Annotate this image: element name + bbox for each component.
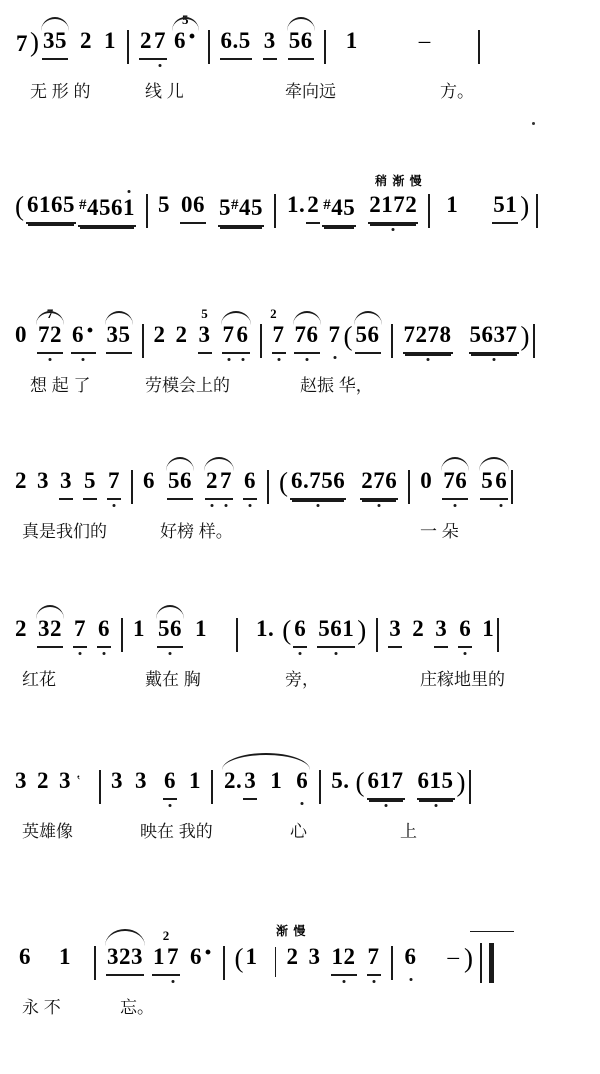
note: 2	[286, 944, 299, 969]
lyric: 旁，	[285, 670, 319, 689]
note: 1	[189, 768, 201, 793]
note: 1	[152, 942, 166, 976]
barline	[428, 194, 430, 228]
note: 7	[328, 320, 342, 350]
tuplet-number: 5	[201, 306, 208, 321]
note-group	[72, 614, 88, 648]
system-5	[0, 556, 600, 704]
lyric-row-3	[0, 376, 600, 410]
note: 3	[263, 26, 277, 60]
note: 7	[107, 466, 121, 500]
note: 2	[139, 26, 153, 60]
note: 1	[270, 768, 283, 793]
barline	[260, 324, 262, 358]
note: 5637	[469, 320, 519, 354]
lyric-row-5	[0, 670, 600, 704]
lyric: 红花	[22, 670, 56, 689]
note: #45	[322, 190, 356, 227]
barline	[533, 324, 535, 358]
staff-row-2	[0, 190, 600, 246]
paren: (	[279, 467, 288, 497]
measure	[222, 766, 310, 816]
note-group	[457, 614, 473, 648]
measure	[419, 466, 509, 516]
note-group	[82, 466, 98, 500]
tuplet-number: 2	[270, 306, 277, 321]
note-group	[321, 190, 357, 227]
note-group	[270, 306, 287, 354]
measure	[157, 190, 265, 240]
paren: (	[15, 191, 24, 221]
note-group	[204, 466, 234, 500]
paren: )	[30, 27, 39, 57]
lyric: 永 不	[22, 998, 61, 1017]
note: 2	[80, 28, 92, 53]
note-group	[468, 320, 520, 354]
note: 2	[15, 468, 27, 493]
note-extender: ‒	[418, 28, 431, 53]
lyric: 牵向远	[285, 82, 336, 101]
note: 2	[15, 616, 27, 641]
barline	[408, 470, 410, 504]
note-group	[41, 26, 69, 60]
barline	[99, 770, 101, 804]
barline	[497, 618, 499, 652]
barline	[478, 30, 480, 64]
note: #4561	[78, 190, 136, 227]
note-group	[433, 614, 449, 648]
note-group	[217, 190, 265, 227]
system-2	[0, 116, 600, 246]
note: 617	[367, 766, 405, 800]
paren: (	[234, 943, 244, 973]
measure	[14, 614, 112, 664]
note: 5#45	[218, 190, 264, 227]
note-group	[366, 942, 382, 976]
note: 7278	[403, 320, 453, 354]
note: 6165	[26, 190, 76, 224]
note: 6 ·	[71, 320, 96, 354]
note-group	[367, 190, 419, 224]
barline	[131, 470, 133, 504]
note-group	[25, 190, 77, 224]
measure	[219, 26, 315, 76]
note: 615	[417, 766, 455, 800]
note: 35	[106, 320, 132, 354]
barline	[324, 30, 326, 64]
note: 6	[19, 944, 31, 969]
lyric-row-1	[0, 82, 600, 116]
note: 35	[42, 26, 68, 60]
note: 2	[205, 466, 219, 500]
barline	[236, 618, 238, 652]
note-group	[387, 614, 403, 648]
staff-row-6	[0, 766, 600, 822]
note-group	[78, 26, 118, 56]
measure	[402, 320, 531, 370]
note: 3	[59, 768, 71, 793]
note-group	[292, 614, 308, 648]
note: 5.	[331, 768, 350, 793]
paren: )	[464, 943, 474, 973]
note-group	[242, 466, 258, 500]
note: 5	[480, 466, 494, 500]
note: 7	[73, 614, 87, 648]
note-group	[179, 190, 207, 224]
note: 32	[37, 614, 63, 648]
tuplet-number: 5	[182, 12, 189, 27]
lyric: 庄稼地里的	[420, 670, 505, 689]
note-group	[36, 614, 64, 648]
note: 561	[317, 614, 355, 648]
staff-row-4	[0, 466, 600, 522]
note: 7	[272, 320, 286, 354]
sharp-icon: #	[323, 197, 332, 213]
tuplet-number: 7	[46, 306, 54, 321]
note: 6	[163, 766, 177, 800]
note: 51	[492, 190, 518, 224]
note: 1.	[256, 616, 275, 641]
note-group	[222, 766, 310, 800]
measure	[132, 614, 208, 664]
note-group	[156, 614, 184, 648]
note-group	[197, 306, 213, 354]
measure	[439, 190, 530, 240]
hairpin-mark	[470, 930, 514, 932]
measure	[14, 942, 72, 992]
paren: (	[343, 321, 353, 351]
note: 3	[59, 466, 73, 500]
note-group	[287, 26, 315, 60]
paren: )	[520, 321, 530, 351]
note: 2	[412, 616, 425, 641]
note: 3	[388, 614, 402, 648]
measure	[14, 466, 122, 516]
note-group	[289, 466, 347, 500]
note: 5	[158, 192, 170, 217]
note: 7	[153, 26, 167, 60]
note: 3	[37, 468, 49, 493]
expression-mark: 渐 慢	[276, 924, 307, 938]
note: 6	[236, 320, 250, 354]
measure	[247, 614, 367, 664]
paren: )	[520, 191, 530, 221]
note: 6	[143, 468, 155, 493]
lyric: 忘。	[120, 998, 154, 1017]
barline	[536, 194, 538, 228]
measure	[110, 766, 202, 816]
note: 0	[420, 468, 433, 493]
barline	[274, 194, 276, 228]
note: 2	[306, 190, 320, 224]
note: 5	[83, 466, 97, 500]
note-group	[327, 320, 343, 350]
final-barline	[480, 943, 494, 983]
note-group	[151, 928, 181, 976]
note-extender: ‒	[447, 944, 460, 969]
note-group	[491, 190, 519, 224]
lyric-row-4	[0, 522, 600, 556]
note-group	[441, 466, 469, 500]
note: 1	[345, 28, 358, 53]
measure	[14, 766, 85, 816]
staff-row-3	[0, 306, 600, 376]
barline	[391, 946, 393, 980]
note-group	[58, 466, 74, 500]
barline	[142, 324, 144, 358]
note-group	[77, 190, 137, 227]
note: 56	[157, 614, 183, 648]
barline	[469, 770, 471, 804]
note: 276	[360, 466, 398, 500]
note: 56	[288, 26, 314, 60]
measure	[285, 190, 419, 240]
lyric: 一 朵	[420, 522, 459, 541]
note-group	[262, 26, 278, 60]
note: 2	[175, 322, 188, 347]
note-group	[106, 466, 122, 500]
lyric: 英雄像	[22, 822, 73, 841]
note-group	[359, 466, 399, 500]
note: 76	[294, 320, 320, 354]
measure	[402, 942, 475, 992]
lyric: 上	[400, 822, 417, 841]
measure	[234, 942, 382, 992]
paren: (	[355, 767, 365, 797]
note-group	[96, 614, 112, 648]
barline	[319, 770, 321, 804]
note-group	[70, 320, 97, 354]
barline	[211, 770, 213, 804]
measure	[142, 466, 258, 516]
paren: (	[282, 615, 292, 645]
note: 1	[245, 944, 258, 969]
note: 323	[106, 942, 144, 976]
measure	[14, 306, 133, 370]
note: 6.756	[290, 466, 346, 500]
note-group	[285, 190, 321, 224]
lyric: 方。	[440, 82, 474, 101]
lyric: 无 形 的	[30, 82, 91, 101]
note-group	[366, 766, 406, 800]
note: 76	[442, 466, 468, 500]
note: 1.	[287, 192, 306, 217]
note: 6	[243, 466, 257, 500]
barline	[127, 30, 129, 64]
note-group	[105, 320, 133, 354]
system-7	[0, 856, 600, 1028]
lyric: 赵振 华，	[300, 376, 373, 395]
note: 6	[494, 466, 508, 500]
measure	[270, 306, 382, 370]
note: 72	[37, 320, 63, 354]
note: 12	[331, 942, 357, 976]
barline	[511, 470, 513, 504]
note: 7	[219, 466, 233, 500]
barline	[376, 618, 378, 652]
note: 1	[59, 944, 71, 969]
barline	[275, 947, 276, 977]
lyric: 想 起 了	[30, 376, 91, 395]
barline	[391, 324, 393, 358]
note: 1	[133, 616, 145, 641]
note: 3	[434, 614, 448, 648]
note: 2172	[368, 190, 418, 224]
measure	[138, 12, 199, 76]
measure	[387, 614, 495, 664]
measure	[14, 26, 118, 76]
note: 2.	[224, 768, 243, 793]
staff-row-1	[0, 12, 600, 82]
note: 6	[97, 614, 111, 648]
note-group	[172, 12, 199, 56]
note-group	[162, 766, 178, 800]
staff-row-5	[0, 614, 600, 670]
lyric: 心	[290, 822, 307, 841]
note: 1	[104, 28, 116, 53]
system-3	[0, 246, 600, 410]
note: 6.5	[220, 26, 252, 60]
note-group	[105, 942, 145, 976]
note: 3	[111, 768, 123, 793]
measure	[278, 466, 399, 516]
lyric: 劳模会上的	[145, 376, 230, 395]
note: 56	[355, 320, 381, 354]
note: 56	[167, 466, 193, 500]
note: 6 ·	[189, 942, 214, 972]
system-1	[0, 0, 600, 116]
note: 3	[308, 944, 321, 969]
expression-mark: 稍 渐 慢	[375, 174, 423, 188]
measure	[153, 306, 251, 370]
note-extender: ‛	[76, 773, 81, 789]
note: 6	[293, 614, 307, 648]
note: 7	[166, 942, 180, 976]
measure	[330, 766, 466, 816]
sharp-icon: #	[79, 197, 87, 213]
note-group	[166, 466, 194, 500]
lyric: 好榜 样。	[160, 522, 233, 541]
note: 2	[153, 322, 166, 347]
note: 3	[198, 320, 212, 354]
note: 06	[180, 190, 206, 224]
note-group	[219, 26, 253, 60]
sharp-icon: #	[231, 197, 239, 213]
note-group	[402, 320, 454, 354]
note: 6	[458, 614, 472, 648]
tuplet-number: 2	[162, 928, 170, 943]
lyric: 线 儿	[145, 82, 184, 101]
paren: )	[456, 767, 466, 797]
note: 3	[243, 766, 257, 800]
lyric-row-7	[0, 998, 600, 1028]
barline	[146, 194, 148, 228]
note: 7	[222, 320, 236, 354]
lyric: 戴在 胸	[145, 670, 201, 689]
note: 1	[446, 192, 459, 217]
barline	[94, 946, 96, 980]
note: 2	[37, 768, 49, 793]
note-group	[14, 26, 41, 59]
paren: )	[357, 615, 367, 645]
note: 1	[482, 616, 495, 641]
note-group	[36, 306, 64, 354]
note-group	[416, 766, 456, 800]
note: 6	[295, 766, 309, 796]
note-group	[479, 466, 509, 500]
barline	[121, 618, 123, 652]
note: 3	[15, 768, 27, 793]
note-group	[316, 614, 356, 648]
barline	[208, 30, 210, 64]
note-group	[138, 26, 168, 60]
note-group	[354, 320, 382, 354]
measure	[14, 190, 137, 240]
note-group	[330, 942, 358, 976]
barline	[267, 470, 269, 504]
lyric: 映在 我的	[140, 822, 213, 841]
note: 7	[367, 942, 381, 976]
system-6	[0, 704, 600, 856]
lyric: 真是我们的	[22, 522, 107, 541]
barline	[223, 946, 225, 980]
lyric-row-6	[0, 822, 600, 856]
note: 0	[15, 322, 27, 347]
note: 1	[195, 616, 207, 641]
note: 6	[404, 942, 418, 972]
note: 6 ·	[173, 26, 198, 56]
note-group	[293, 320, 321, 354]
note: 7	[16, 31, 28, 56]
note-group	[221, 320, 251, 354]
system-4	[0, 410, 600, 556]
measure	[335, 26, 359, 76]
note: 3	[135, 768, 147, 793]
measure	[105, 928, 214, 992]
